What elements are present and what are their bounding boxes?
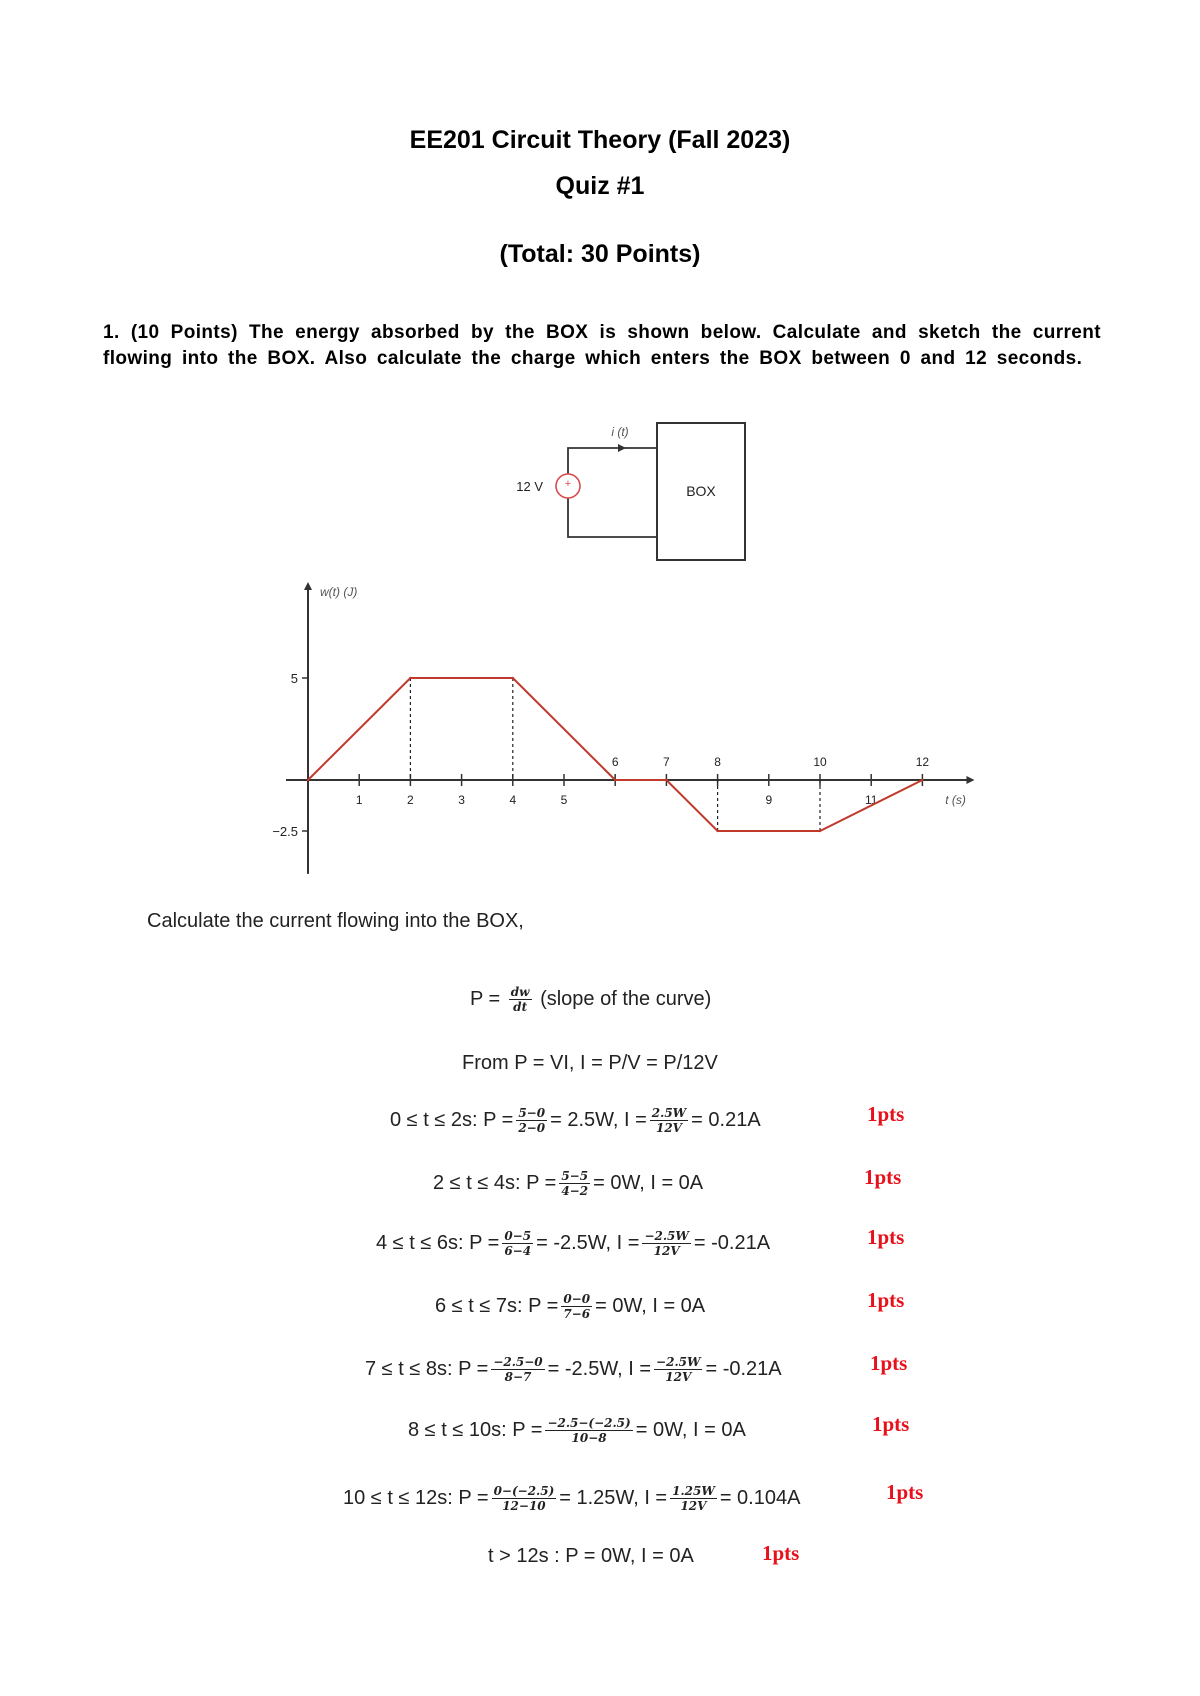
- solution-row: [365, 1355, 782, 1384]
- points-badge: 1pts: [867, 1288, 905, 1312]
- fraction-numerator: 2.5W: [651, 1106, 687, 1120]
- points-badge: 1pts: [762, 1541, 800, 1565]
- power-fraction: [491, 1355, 544, 1384]
- power-fraction: [545, 1416, 632, 1445]
- power-def-pre: P =: [470, 987, 501, 1010]
- power-fraction: [561, 1292, 592, 1321]
- dw-dt-fraction: [509, 985, 532, 1014]
- row-range: 8 ≤ t ≤ 10s: P =: [408, 1418, 543, 1441]
- fraction-denominator: 4−2: [561, 1184, 589, 1198]
- row-range: 4 ≤ t ≤ 6s: P =: [376, 1231, 500, 1254]
- power-result: = -2.5W, I =: [547, 1357, 652, 1380]
- energy-data-point: [819, 830, 821, 832]
- energy-data-point: [921, 779, 923, 781]
- current-fraction: [654, 1355, 702, 1384]
- row-range: 7 ≤ t ≤ 8s: P =: [365, 1357, 489, 1380]
- fraction-numerator: −2.5−0: [493, 1355, 543, 1369]
- fraction-denominator: 10−8: [571, 1431, 607, 1445]
- top-wire: [568, 448, 657, 474]
- fraction-numerator: 0−0: [563, 1292, 591, 1306]
- fraction-denominator: 12−10: [502, 1499, 546, 1513]
- row-range: 0 ≤ t ≤ 2s: P =: [390, 1108, 514, 1131]
- fraction-numerator: 1.25W: [672, 1484, 715, 1498]
- current-label: i (t): [611, 425, 629, 439]
- current-result: = 0.21A: [691, 1108, 761, 1131]
- solution-row: [488, 1545, 694, 1568]
- row-range: 10 ≤ t ≤ 12s: P =: [343, 1486, 489, 1509]
- points-badge: 1pts: [864, 1165, 902, 1189]
- power-fraction: [492, 1484, 557, 1513]
- power-fraction: [502, 1229, 533, 1258]
- power-result: = 0W, I = 0A: [593, 1171, 704, 1194]
- row-range: t > 12s : P = 0W, I = 0A: [488, 1545, 694, 1567]
- course-title: EE201 Circuit Theory (Fall 2023): [409, 126, 791, 154]
- fraction-denominator: 8−7: [504, 1370, 532, 1384]
- power-def-post: (slope of the curve): [540, 987, 712, 1010]
- row-range: 2 ≤ t ≤ 4s: P =: [433, 1171, 557, 1194]
- energy-data-point: [665, 779, 667, 781]
- points-badge: 1pts: [886, 1480, 924, 1504]
- power-fraction: [559, 1169, 590, 1198]
- power-result: = 1.25W, I =: [559, 1486, 668, 1509]
- x-tick-label: 4: [509, 793, 517, 807]
- fraction-denominator: 12V: [665, 1370, 692, 1384]
- points-badge: 1pts: [867, 1102, 905, 1126]
- total-points: (Total: 30 Points): [499, 240, 701, 268]
- x-tick-label: 5: [560, 793, 568, 807]
- source-plus: +: [564, 478, 572, 490]
- fraction-denominator: 12V: [653, 1244, 680, 1258]
- quiz-title: Quiz #1: [555, 172, 645, 200]
- x-tick-label: 9: [765, 793, 773, 807]
- row-range: 6 ≤ t ≤ 7s: P =: [435, 1294, 559, 1317]
- x-tick-label: 7: [663, 755, 670, 769]
- x-axis-label: t (s): [945, 793, 966, 807]
- current-fraction: [670, 1484, 717, 1513]
- x-tick-label: 12: [915, 755, 930, 769]
- current-result: = -0.21A: [693, 1231, 771, 1254]
- fraction-numerator: 5−0: [518, 1106, 546, 1120]
- y-tick-label: 5: [290, 671, 298, 686]
- points-badge: 1pts: [867, 1225, 905, 1249]
- solution-row: [408, 1416, 746, 1445]
- fraction-denominator: 7−6: [563, 1307, 591, 1321]
- points-badge: 1pts: [870, 1351, 908, 1375]
- box-label: BOX: [686, 483, 716, 499]
- ohm-relation: From P = VI, I = P/V = P/12V: [462, 1052, 718, 1074]
- solution-row: [435, 1292, 705, 1321]
- solution-intro: Calculate the current flowing into the BOX,: [147, 910, 524, 932]
- fraction-denominator: dt: [513, 1000, 528, 1014]
- fraction-denominator: 12V: [680, 1499, 707, 1513]
- points-badge: 1pts: [872, 1412, 910, 1436]
- power-definition: [470, 985, 711, 1014]
- power-fraction: [516, 1106, 547, 1135]
- question-text: 1. (10 Points) The energy absorbed by the BOX is shown below. Calculate and sketch the current flowing into the BOX. Also calculate the charge which enters the BOX between 0 and 12 seconds.: [103, 322, 1101, 369]
- fraction-numerator: −2.5W: [644, 1229, 689, 1243]
- fraction-numerator: −2.5−(−2.5): [547, 1416, 631, 1430]
- energy-chart: [240, 580, 1000, 880]
- solution-row: [390, 1106, 761, 1135]
- fraction-denominator: 2−0: [518, 1121, 546, 1135]
- fraction-numerator: 0−(−2.5): [493, 1484, 555, 1498]
- current-fraction: [642, 1229, 690, 1258]
- solution-row: [433, 1169, 703, 1198]
- x-tick-label: 10: [813, 755, 827, 769]
- power-result: = 0W, I = 0A: [595, 1294, 706, 1317]
- fraction-numerator: 0−5: [504, 1229, 532, 1243]
- x-tick-label: 11: [864, 793, 878, 807]
- solution-row: [376, 1229, 770, 1258]
- energy-data-point: [512, 677, 514, 679]
- energy-data-point: [716, 830, 718, 832]
- energy-data-point: [307, 779, 309, 781]
- solution-row: [343, 1484, 800, 1513]
- x-tick-label: 8: [714, 755, 721, 769]
- fraction-numerator: 5−5: [561, 1169, 589, 1183]
- x-axis-arrow-icon: [966, 776, 974, 784]
- y-axis-label: w(t) (J): [320, 585, 358, 599]
- bottom-wire: [568, 498, 657, 537]
- y-tick-label: −2.5: [272, 824, 298, 839]
- x-tick-label: 2: [407, 793, 414, 807]
- fraction-numerator: −2.5W: [656, 1355, 701, 1369]
- power-result: = -2.5W, I =: [536, 1231, 640, 1254]
- fraction-numerator: dw: [510, 985, 530, 999]
- power-result: = 2.5W, I =: [550, 1108, 647, 1131]
- current-result: = 0.104A: [719, 1486, 801, 1509]
- circuit-diagram: [500, 420, 760, 570]
- source-label: 12 V: [516, 479, 543, 494]
- current-result: = -0.21A: [705, 1357, 782, 1380]
- x-tick-label: 1: [355, 793, 363, 807]
- x-tick-label: 3: [458, 793, 465, 807]
- power-result: = 0W, I = 0A: [635, 1418, 746, 1441]
- x-tick-label: 6: [611, 755, 619, 769]
- fraction-denominator: 12V: [655, 1121, 682, 1135]
- current-arrow-icon: [618, 444, 626, 452]
- energy-data-point: [614, 779, 616, 781]
- current-fraction: [650, 1106, 688, 1135]
- y-axis-arrow-icon: [304, 582, 312, 590]
- fraction-denominator: 6−4: [504, 1244, 532, 1258]
- energy-data-point: [409, 677, 411, 679]
